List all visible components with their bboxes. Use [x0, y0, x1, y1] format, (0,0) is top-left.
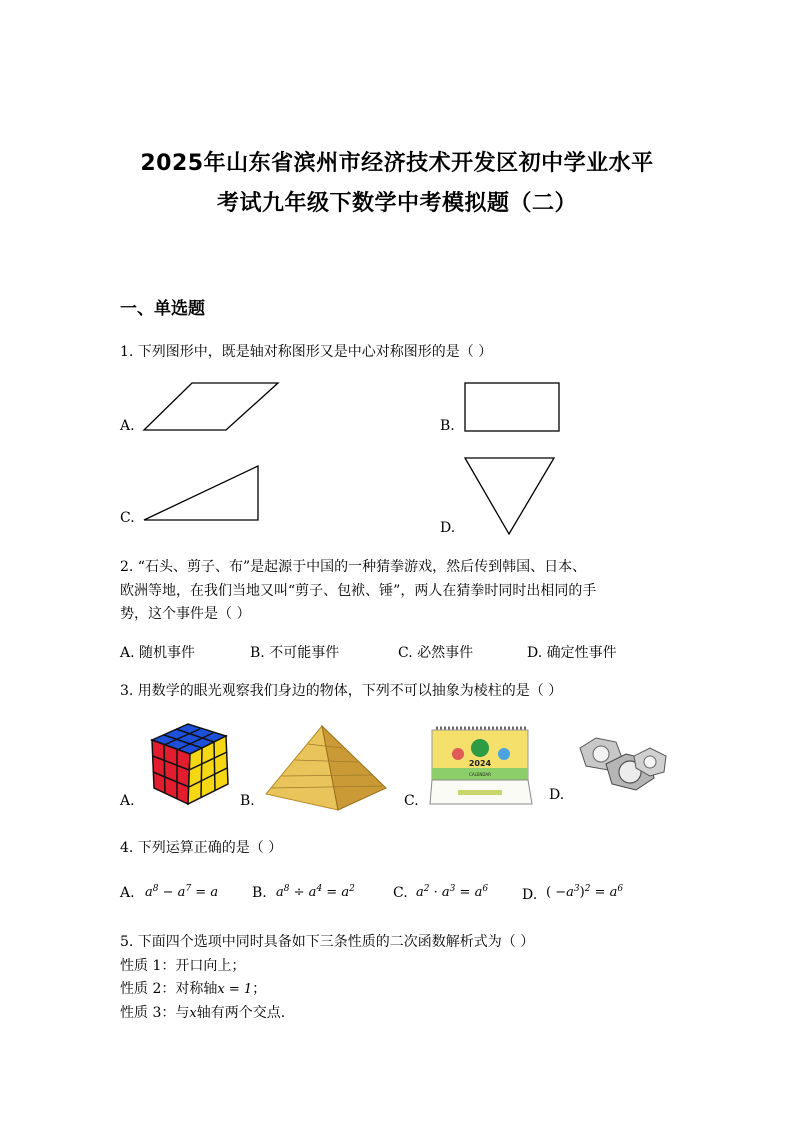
q1-stem: 1. 下列图形中，既是轴对称图形又是中心对称图形的是（ ） [120, 344, 493, 360]
hex-nuts-image [572, 734, 668, 800]
q2-line-3: 势，这个事件是（ ） [120, 606, 251, 622]
q4-label-d: D. [522, 887, 538, 903]
q3-label-c: C. [404, 793, 419, 809]
q5-property-3 [120, 1002, 285, 1025]
q1-label-c: C. [120, 510, 135, 526]
q4-label-c: C. [393, 885, 408, 901]
calendar-caption-text: CALENDAR [469, 772, 491, 777]
pyramid-image [262, 722, 390, 814]
q5-stem: 5. 下面四个选项中同时具备如下三条性质的二次函数解析式为（ ） [120, 934, 535, 950]
q5-property-3-math: x [189, 1006, 197, 1021]
q5-property-1: 性质 1：开口向上； [120, 958, 246, 974]
q3-label-a: A. [120, 793, 135, 809]
q2-line-2: 欧洲等地，在我们当地又叫“剪子、包袱、锤”，两人在猜拳时同时出相同的手 [120, 583, 597, 599]
parallelogram-figure [140, 380, 280, 434]
q2-option-a: A. 随机事件 [120, 645, 196, 661]
title-line-1: 2025年山东省滨州市经济技术开发区初中学业水平 [140, 151, 654, 176]
q1-label-d: D. [440, 520, 456, 536]
q1-label-a: A. [120, 418, 135, 434]
q2-option-d: D. 确定性事件 [527, 645, 617, 661]
title-line-2: 考试九年级下数学中考模拟题（二） [216, 191, 577, 216]
q2-line-1: 2. “石头、剪子、布”是起源于中国的一种猜拳游戏，然后传到韩国、日本、 [120, 559, 587, 575]
section-heading: 一、单选题 [120, 299, 205, 319]
desk-calendar-image [428, 724, 534, 808]
q4-option-b-expression: $a^8 \div a^4 = a^2$ [276, 884, 355, 900]
equilateral-triangle-figure [462, 454, 558, 538]
rectangle-figure [462, 380, 562, 434]
q3-stem: 3. 用数学的眼光观察我们身边的物体，下列不可以抽象为棱柱的是（ ） [120, 683, 563, 699]
rubiks-cube-image [142, 722, 234, 808]
q2-option-b: B. 不可能事件 [250, 645, 340, 661]
q3-label-b: B. [240, 793, 255, 809]
q4-option-d-expression: ( $-a^3)^2 = a^6$ [546, 884, 624, 900]
q5-property-2 [120, 978, 266, 1001]
q2-option-c: C. 必然事件 [398, 645, 474, 661]
q3-label-d: D. [549, 787, 565, 803]
calendar-year-text: 2024 [468, 759, 492, 768]
q5-property-3-end: 轴有两个交点. [196, 1005, 286, 1021]
q4-option-a-expression: $a^8 - a^7 = a$ [145, 884, 219, 900]
q5-property-2-math: x = 1 [217, 982, 253, 997]
q5-property-3-text: 性质 3：与 [120, 1005, 190, 1021]
q4-label-b: B. [252, 885, 267, 901]
q5-property-2-text: 性质 2：对称轴 [120, 981, 218, 997]
q4-label-a: A. [120, 885, 135, 901]
right-triangle-figure [140, 462, 262, 524]
q5-property-2-end: ； [252, 981, 267, 997]
q1-label-b: B. [440, 418, 455, 434]
q4-stem: 4. 下列运算正确的是（ ） [120, 840, 283, 856]
q4-option-c-expression: $a^2 \cdot a^3 = a^6$ [416, 884, 489, 900]
